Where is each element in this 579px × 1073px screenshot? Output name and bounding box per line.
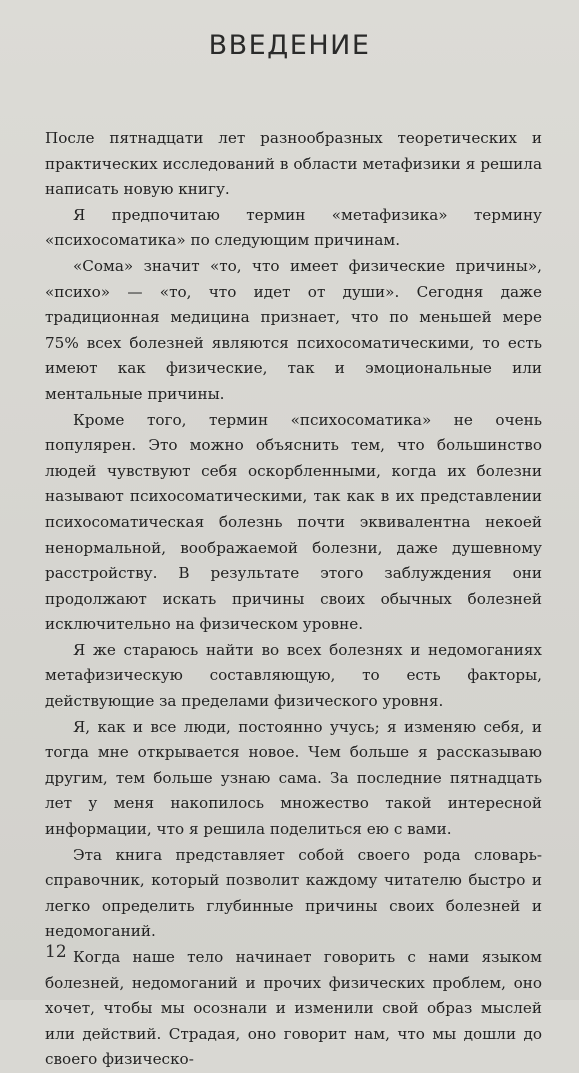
paragraph: После пятнадцати лет разнообразных теоретических и практических исследований в области метафизики я решила написать новую книгу. (45, 129, 542, 199)
page-number: 12 (45, 942, 67, 962)
paragraph: Я же стараюсь найти во всех болезнях и недомоганиях метафизическую составляющую, то есть факторы, действующие за пределами физического уровня. (45, 640, 542, 711)
body-text (45, 126, 542, 1073)
paragraph: «Сома» значит «то, что имеет физические причины», «психо» — «то, что идет от души». Сегодня даже традиционная медицина признает, что по меньшей мере 75% всех болезней являются психосоматическими, то есть имеют как физические, так и эмоциональные или ментальные причины. (45, 256, 542, 403)
paragraph: Кроме того, термин «психосоматика» не очень популярен. Это можно объяснить тем, что большинство людей чувствуют себя оскорбленными, когда их болезни называют психосоматическими, так как в их представлении психосоматическая болезнь почти эквивалентна некоей ненормальной, воображаемой болезни, даже душевному расстройству. В результате этого заблуждения они продолжают искать причины своих обычных болезней исключительно на физическом уровне. (45, 410, 542, 634)
chapter-title: ВВЕДЕНИЕ (208, 30, 371, 61)
paragraph: Когда наше тело начинает говорить с нами языком болезней, недомоганий и прочих физических проблем, оно хочет, чтобы мы осознали и изменили свой образ мыслей или действий. Страдая, оно говорит нам, что мы дошли до своего физическо- (45, 948, 542, 1069)
paragraph: Эта книга представляет собой своего рода словарь-справочник, который позволит каждому читателю быстро и легко определить глубинные причины своих болезней и недомоганий. (45, 845, 542, 941)
paragraph: Я предпочитаю термин «метафизика» термину «психосоматика» по следующим причинам. (45, 205, 542, 250)
paragraph: Я, как и все люди, постоянно учусь; я изменяю себя, и тогда мне открывается новое. Чем больше я рассказываю другим, тем больше узнаю сама. За последние пятнадцать лет у меня накопилось множество такой интересной информации, что я решила поделиться ею с вами. (45, 717, 542, 839)
